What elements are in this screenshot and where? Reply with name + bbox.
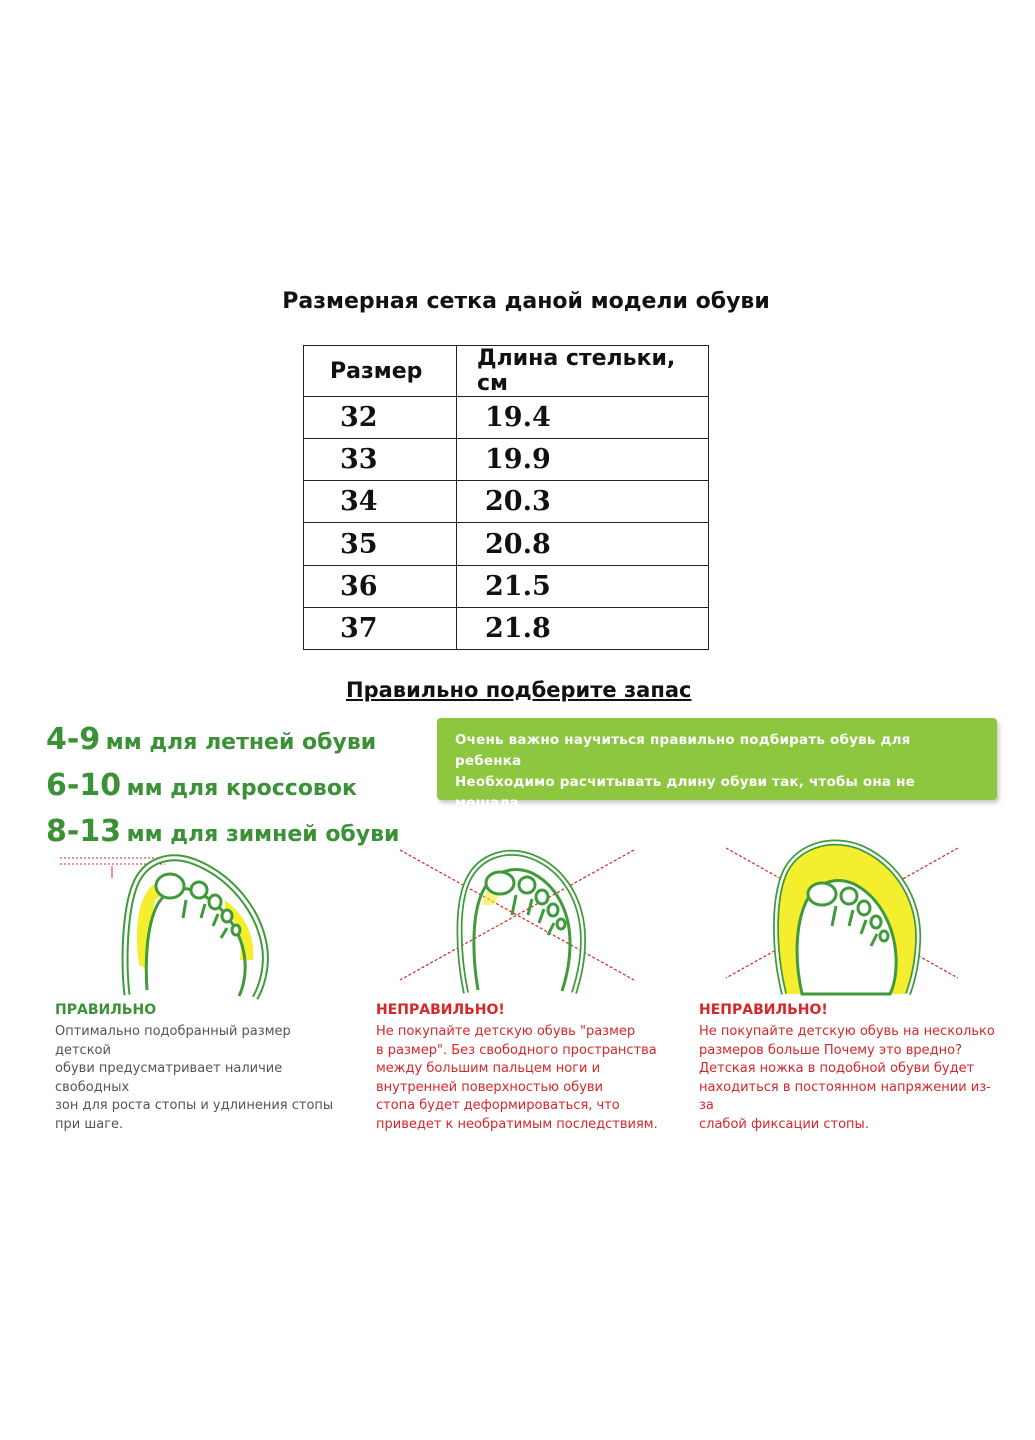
tight-description: [376, 1023, 666, 1134]
column-header-insole-length: Длина стельки, см: [457, 346, 709, 397]
description-line: при шаге.: [55, 1116, 124, 1132]
size-cell: 37: [304, 607, 457, 649]
allowance-desc: мм для кроссовок: [126, 776, 357, 801]
length-cell: 19.4: [457, 397, 709, 439]
description-line: находиться в постоянном напряжении из-за: [699, 1079, 991, 1113]
foot-tight-fit-illustration: [398, 845, 638, 995]
table-header-row: [304, 346, 709, 397]
tight-heading: НЕПРАВИЛЬНО!: [376, 1002, 505, 1018]
description-line: приведет к необратимым последствиям.: [376, 1116, 658, 1132]
description-line: размеров больше Почему это вредно?: [699, 1042, 962, 1058]
table-row: [304, 439, 709, 481]
size-cell: 33: [304, 439, 457, 481]
foot-correct-fit-illustration: [55, 840, 285, 1000]
description-line: зон для роста стопы и удлинения стопы: [55, 1098, 334, 1113]
length-cell: 21.5: [457, 565, 709, 607]
description-line: в размер". Без свободного пространства: [376, 1042, 657, 1058]
table-row: [304, 607, 709, 649]
correct-description: [55, 1023, 345, 1134]
size-cell: 34: [304, 481, 457, 523]
info-box: [437, 718, 997, 832]
allowance-range: 6-10: [46, 768, 122, 803]
allowance-summer: [46, 722, 376, 757]
description-line: Не покупайте детскую обувь на несколько: [699, 1024, 995, 1039]
description-line: внутренней поверхностью обуви: [376, 1079, 603, 1095]
oversized-description: [699, 1023, 999, 1134]
allowance-range: 8-13: [46, 814, 122, 849]
foot-oversized-fit-illustration: [722, 838, 967, 996]
description-line: Оптимально подобранный размер детской: [55, 1024, 291, 1058]
oversized-heading: НЕПРАВИЛЬНО!: [699, 1002, 828, 1018]
description-line: слабой фиксации стопы.: [699, 1116, 869, 1132]
column-header-size: Размер: [304, 346, 457, 397]
length-cell: 21.8: [457, 607, 709, 649]
info-line: расти детской ножке.: [455, 816, 632, 832]
allowance-desc: мм для зимней обуви: [126, 822, 400, 847]
length-cell: 20.3: [457, 481, 709, 523]
size-cell: 32: [304, 397, 457, 439]
description-line: Не покупайте детскую обувь "размер: [376, 1024, 636, 1039]
size-table: [303, 345, 709, 650]
description-line: между большим пальцем ноги и: [376, 1061, 601, 1076]
table-row: [304, 397, 709, 439]
size-cell: 36: [304, 565, 457, 607]
allowance-subtitle: Правильно подберите запас: [346, 678, 692, 702]
allowance-desc: мм для летней обуви: [105, 730, 377, 755]
length-cell: 19.9: [457, 439, 709, 481]
allowance-sneakers: [46, 768, 357, 803]
info-line: Очень важно научиться правильно подбирать обувь для ребенка: [455, 732, 911, 769]
page-title: Размерная сетка даной модели обуви: [282, 289, 770, 314]
size-cell: 35: [304, 523, 457, 565]
description-line: стопа будет деформироваться, что: [376, 1098, 620, 1113]
table-row: [304, 523, 709, 565]
table-row: [304, 481, 709, 523]
description-line: обуви предусматривает наличие свободных: [55, 1061, 283, 1095]
allowance-range: 4-9: [46, 722, 101, 757]
table-row: [304, 565, 709, 607]
description-line: Детская ножка в подобной обуви будет: [699, 1061, 975, 1076]
correct-heading: ПРАВИЛЬНО: [55, 1002, 157, 1018]
length-cell: 20.8: [457, 523, 709, 565]
info-line: Необходимо расчитывать длину обуви так, чтобы она не мешала: [455, 774, 915, 811]
